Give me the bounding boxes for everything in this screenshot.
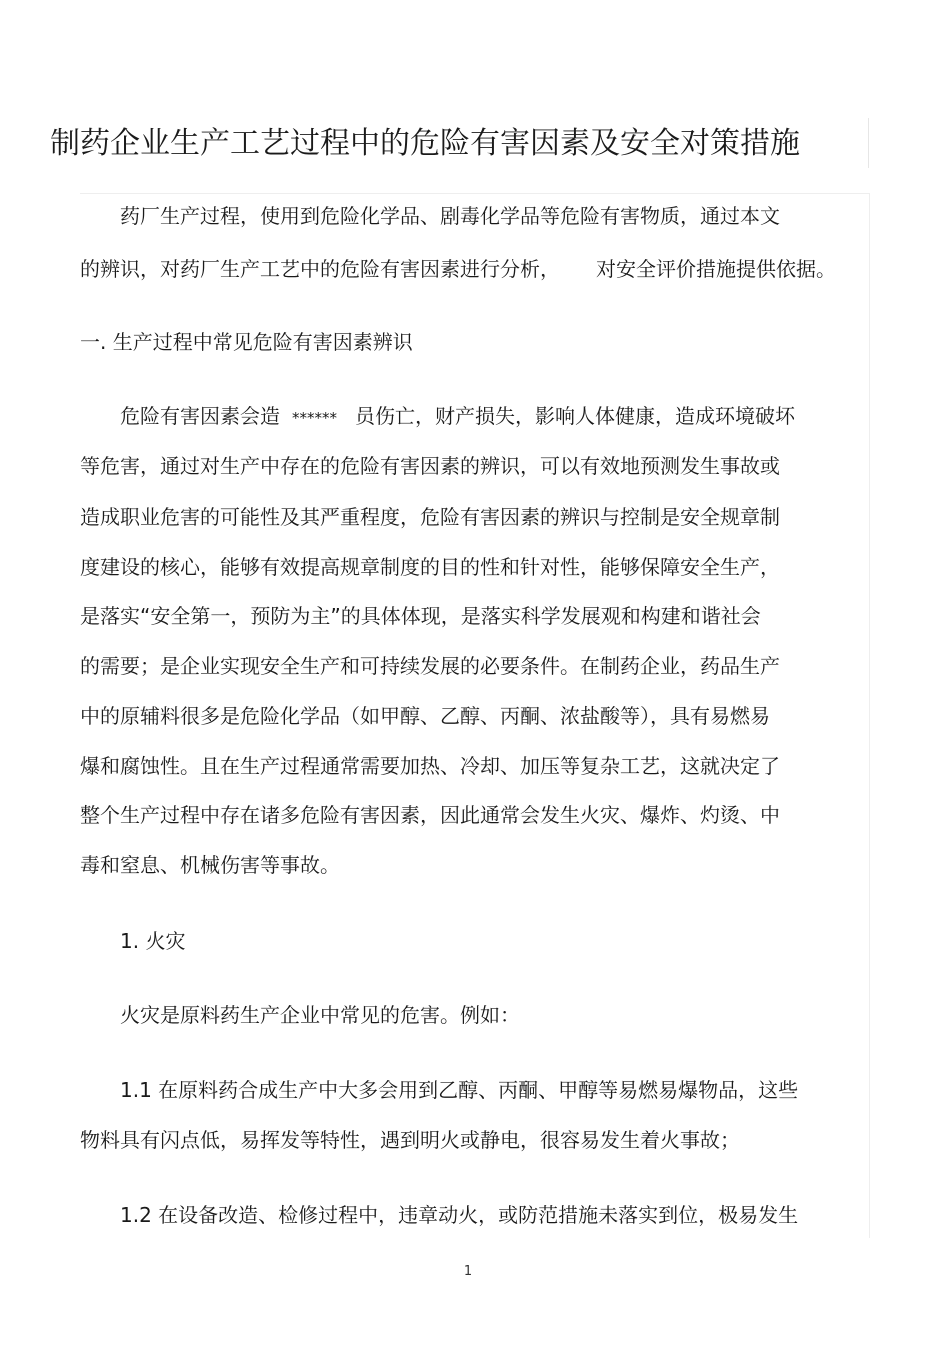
section-para-line-10: 毒和窒息、机械伤害等事故。 [80,853,340,877]
intro-line-2a: 的辨识，对药厂生产工艺中的危险有害因素进行分析， [80,257,560,281]
title-divider [868,118,869,168]
section-para-line-1 [120,401,795,433]
section-para-line-3: 造成职业危害的可能性及其严重程度，危险有害因素的辨识与控制是安全规章制 [80,505,780,529]
item-1-2-line-1: 1.2 在设备改造、检修过程中，违章动火，或防范措施未落实到位，极易发生 [120,1203,799,1227]
intro-line-1: 药厂生产过程，使用到危险化学品、剧毒化学品等危险有害物质，通过本文 [120,204,780,228]
section-para-line-6: 的需要；是企业实现安全生产和可持续发展的必要条件。在制药企业，药品生产 [80,654,780,678]
section-heading: 一. 生产过程中常见危险有害因素辨识 [80,330,413,354]
body-frame-right-rule [869,193,870,1238]
section-para-line-1a: 危险有害因素会造 [120,404,280,428]
page-number: 1 [463,1264,473,1279]
item-1-1-line-2: 物料具有闪点低，易挥发等特性，遇到明火或静电，很容易发生着火事故； [80,1128,740,1152]
item-1-1-line-1: 1.1 在原料药合成生产中大多会用到乙醇、丙酮、甲醇等易燃易爆物品，这些 [120,1078,799,1102]
page-title: 制药企业生产工艺过程中的危险有害因素及安全对策措施 [50,126,800,161]
fire-heading: 1. 火灾 [120,929,186,953]
redacted-text: ****** [292,409,337,427]
section-para-line-8: 爆和腐蚀性。且在生产过程通常需要加热、冷却、加压等复杂工艺，这就决定了 [80,754,780,778]
section-para-line-7: 中的原辅料很多是危险化学品（如甲醇、乙醇、丙酮、浓盐酸等），具有易燃易 [80,704,770,728]
body-frame-top-rule [80,193,870,194]
section-para-line-9: 整个生产过程中存在诸多危险有害因素，因此通常会发生火灾、爆炸、灼烫、中 [80,803,780,827]
section-para-line-1c: 员伤亡，财产损失，影响人体健康，造成环境破坏 [355,404,795,428]
section-para-line-4: 度建设的核心，能够有效提高规章制度的目的性和针对性，能够保障安全生产， [80,555,780,579]
intro-line-2 [80,254,836,284]
section-para-line-5: 是落实“安全第一，预防为主”的具体体现，是落实科学发展观和构建和谐社会 [80,604,761,628]
section-para-line-2: 等危害，通过对生产中存在的危险有害因素的辨识，可以有效地预测发生事故或 [80,454,780,478]
fire-intro: 火灾是原料药生产企业中常见的危害。例如： [120,1003,520,1027]
intro-line-2b: 对安全评价措施提供依据。 [596,257,836,281]
